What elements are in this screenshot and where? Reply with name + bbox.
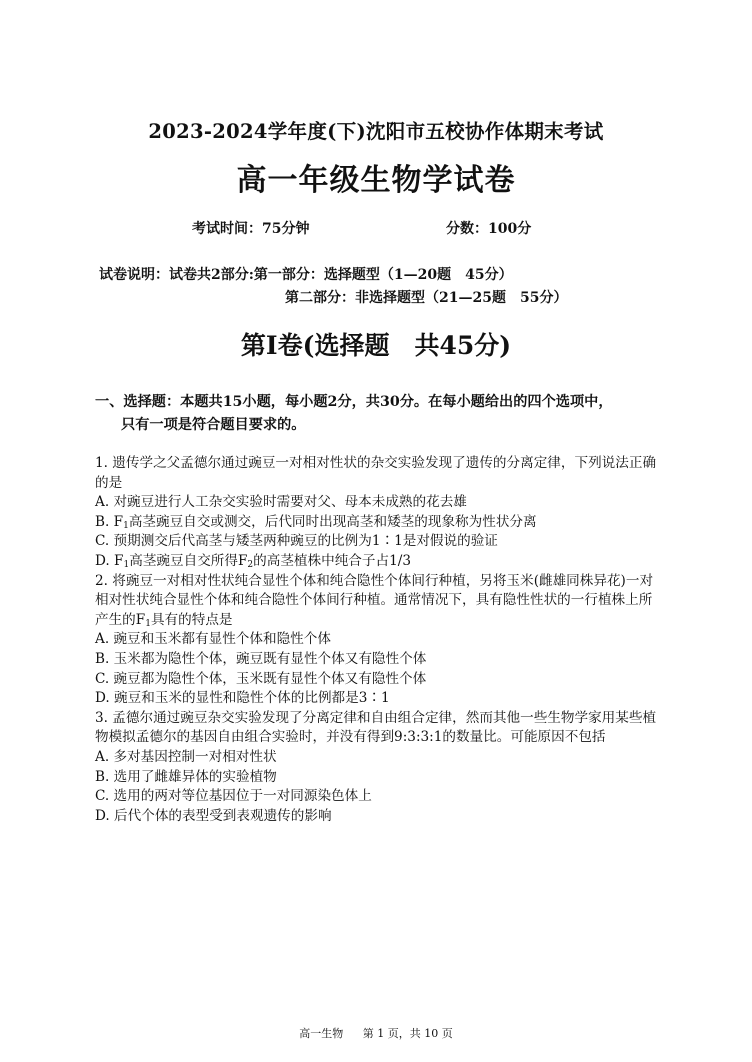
question-option: B. 玉米都为隐性个体，豌豆既有显性个体又有隐性个体 <box>95 650 427 667</box>
stem-text: 2. 将豌豆一对相对性状纯合显性个体和纯合隐性个体间行种植，另将玉米(雌雄同株异花)一对相对性状纯合显性个体和纯合隐性个体间行种植。通常情况下，具有隐性性状的一行植株上所产生的$F_1$具有的特点是 <box>95 572 654 629</box>
question-option: C. 选用的两对等位基因位于一对同源染色体上 <box>95 788 372 805</box>
question-option: B. 选用了雌雄异体的实验植物 <box>95 768 277 785</box>
instruction-line2: 只有一项是符合题目要求的。 <box>121 417 306 433</box>
question-option <box>95 552 665 572</box>
footer-page-info: 第 1 页，共 10 页 <box>362 1027 453 1040</box>
option-text: D. $F_1$高茎豌豆自交所得$F_2$的高茎植株中纯合子占1/3 <box>95 552 411 570</box>
paper-note-line1: 试卷说明：试卷共2部分:第一部分：选择题型（1—20题 45分） <box>99 267 513 283</box>
option-text: B. $F_1$高茎豌豆自交或测交，后代同时出现高茎和矮茎的现象称为性状分离 <box>95 513 537 531</box>
question-stem <box>95 572 665 631</box>
question-option: A. 对豌豆进行人工杂交实验时需要对父、母本未成熟的花去雄 <box>95 494 467 511</box>
page-footer <box>0 1025 752 1041</box>
question-option: C. 豌豆都为隐性个体，玉米既有显性个体又有隐性个体 <box>95 670 427 687</box>
question-list <box>95 454 665 826</box>
question-stem: 1. 遗传学之父孟德尔通过豌豆一对相对性状的杂交实验发现了遗传的分离定律，下列说法正确的是 <box>95 455 657 491</box>
question-option: A. 豌豆和玉米都有显性个体和隐性个体 <box>95 631 331 648</box>
question-option: D. 后代个体的表型受到表观遗传的影响 <box>95 807 332 824</box>
question-option: C. 预期测交后代高茎与矮茎两种豌豆的比例为1∶1是对假说的验证 <box>95 533 498 550</box>
exam-title: 2023-2024学年度(下)沈阳市五校协作体期末考试 <box>148 120 604 143</box>
section-instruction <box>95 391 695 437</box>
footer-subject: 高一生物 <box>299 1027 344 1040</box>
total-score: 分数：100分 <box>446 221 532 237</box>
question-stem: 3. 孟德尔通过豌豆杂交实验发现了分离定律和自由组合定律，然而其他一些生物学家用某些植物模拟孟德尔的基因自由组合实验时，并没有得到9:3:3:1的数量比。可能原因不包括 <box>95 709 657 746</box>
paper-title: 高一年级生物学试卷 <box>236 163 516 198</box>
question-option: D. 豌豆和玉米的显性和隐性个体的比例都是3∶1 <box>95 690 390 707</box>
exam-time: 考试时间：75分钟 <box>192 221 310 237</box>
question-option: A. 多对基因控制一对相对性状 <box>95 748 277 765</box>
question-option <box>95 513 665 533</box>
paper-note-line2: 第二部分：非选择题型（21—25题 55分） <box>285 290 568 306</box>
instruction-line1: 一、选择题：本题共15小题，每小题2分，共30分。在每小题给出的四个选项中， <box>95 394 613 410</box>
section-title: 第Ⅰ卷(选择题 共45分) <box>240 331 512 360</box>
